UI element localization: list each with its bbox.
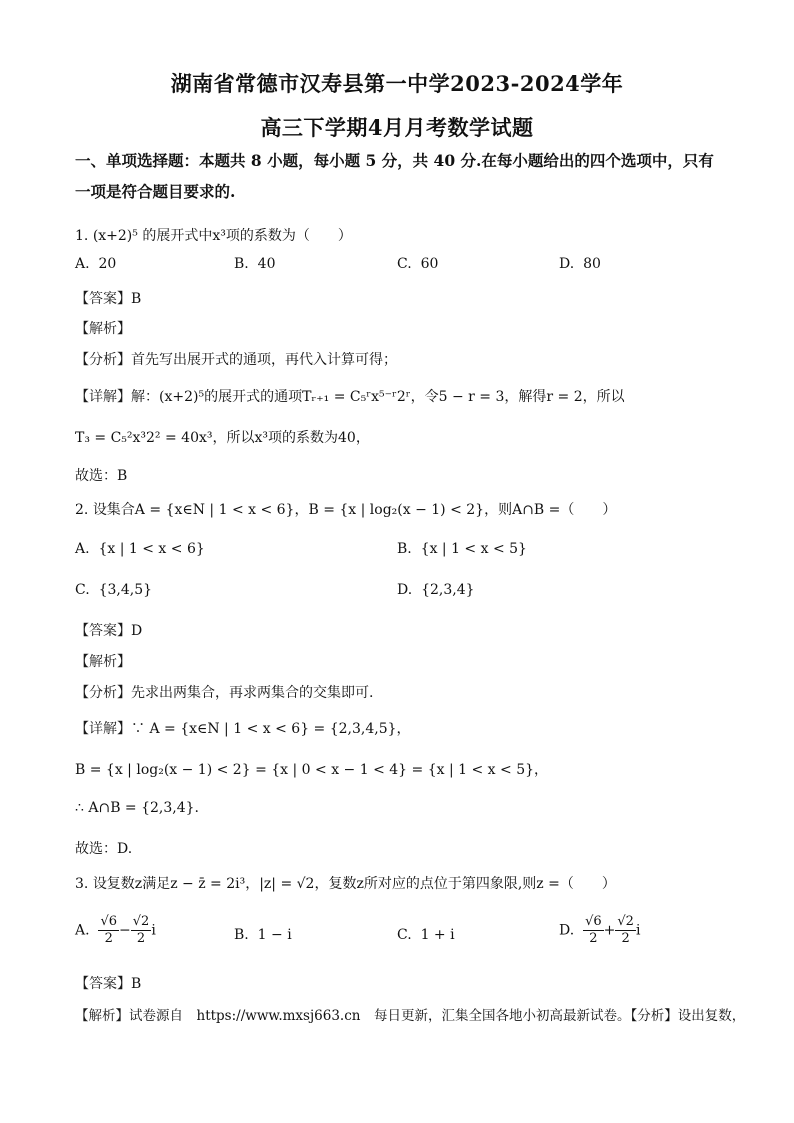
q2-detail-line1: 【详解】∵ A = {x∈N | 1 < x < 6} = {2,3,4,5}，: [75, 721, 411, 737]
q2-analysis-tag: 【解析】: [75, 654, 131, 670]
q3-stem: 3. 设复数z满足z − z̄ = 2i³，|z| = √2，复数z所对应的点位于第四象限,则z =（ ）: [75, 876, 616, 892]
q1-option-b: B. 40: [234, 256, 276, 272]
source-notice: 试卷源自 https://www.mxsj663.cn 每日更新，汇集全国各地小初高最新试卷。: [129, 1008, 631, 1024]
q2-option-b: B. {x | 1 < x < 5}: [397, 541, 527, 557]
q2-option-d: D. {2,3,4}: [397, 582, 475, 598]
q1-answer: [75, 288, 141, 308]
q2-stem: 2. 设集合A = {x∈N | 1 < x < 6}，B = {x | log₂(x − 1) < 2}，则A∩B =（ ）: [75, 502, 617, 518]
exam-title-line2: 高三下学期4月月考数学试题: [260, 115, 534, 140]
q1-option-d: D. 80: [559, 256, 601, 272]
q2-option-c: C. {3,4,5}: [75, 582, 153, 598]
q3-analysis: 【解析】试卷源自 https://www.mxsj663.cn 每日更新，汇集全国各地小初高最新试卷。【分析】设出复数，: [75, 1008, 746, 1024]
q2-detail-line2: B = {x | log₂(x − 1) < 2} = {x | 0 < x − 1 < 4} = {x | 1 < x < 5}，: [75, 762, 549, 778]
q1-fenxi: 【分析】首先写出展开式的通项，再代入计算可得；: [75, 352, 397, 368]
q2-fenxi: 【分析】先求出两集合，再求两集合的交集即可.: [75, 685, 374, 701]
q3-option-c: C. 1 + i: [397, 927, 455, 943]
q3-answer: 【答案】B: [75, 976, 142, 992]
q1-option-a: A. 20: [75, 256, 117, 272]
q1-conclusion: 故选：B: [75, 468, 128, 484]
q3-option-d: D. $\frac{√6}{2}$ + $\frac{√2}{2}$ i: [559, 914, 641, 946]
q1-stem-text: 的展开式中x³项的系数为（ ）: [142, 228, 352, 244]
q3-option-a: A. $\frac{√6}{2}$ − $\frac{√2}{2}$ i: [75, 914, 156, 946]
q1-detail-line1: 【详解】解：(x+2)⁵的展开式的通项Tᵣ₊₁ = C₅ʳx⁵⁻ʳ2ʳ，令5 − r = 3，解得r = 2，所以: [75, 389, 625, 405]
answer-tag: 【答案】: [75, 291, 131, 307]
exam-title-line1: 湖南省常德市汉寿县第一中学2023-2024学年: [170, 71, 624, 96]
q1-stem: [75, 225, 352, 245]
q1-analysis-tag: 【解析】: [75, 321, 131, 337]
q2-detail-line3: ∴ A∩B = {2,3,4}.: [75, 800, 200, 816]
q2-answer: 【答案】D: [75, 623, 143, 639]
section-heading: 一、单项选择题：本题共 8 小题，每小题 5 分，共 40 分.在每小题给出的四个选项中，只有一项是符合题目要求的.: [75, 151, 714, 201]
q1-answer-value: B: [131, 291, 142, 307]
q3-option-b: B. 1 − i: [234, 927, 292, 943]
q1-option-c: C. 60: [397, 256, 439, 272]
q1-number: 1.: [75, 228, 89, 244]
q1-expression: (x+2)⁵: [92, 228, 138, 244]
q1-detail-line2: T₃ = C₅²x³2² = 40x³，所以x³项的系数为40，: [75, 430, 370, 446]
q2-option-a: A. {x | 1 < x < 6}: [75, 541, 205, 557]
q2-conclusion: 故选：D.: [75, 841, 133, 857]
